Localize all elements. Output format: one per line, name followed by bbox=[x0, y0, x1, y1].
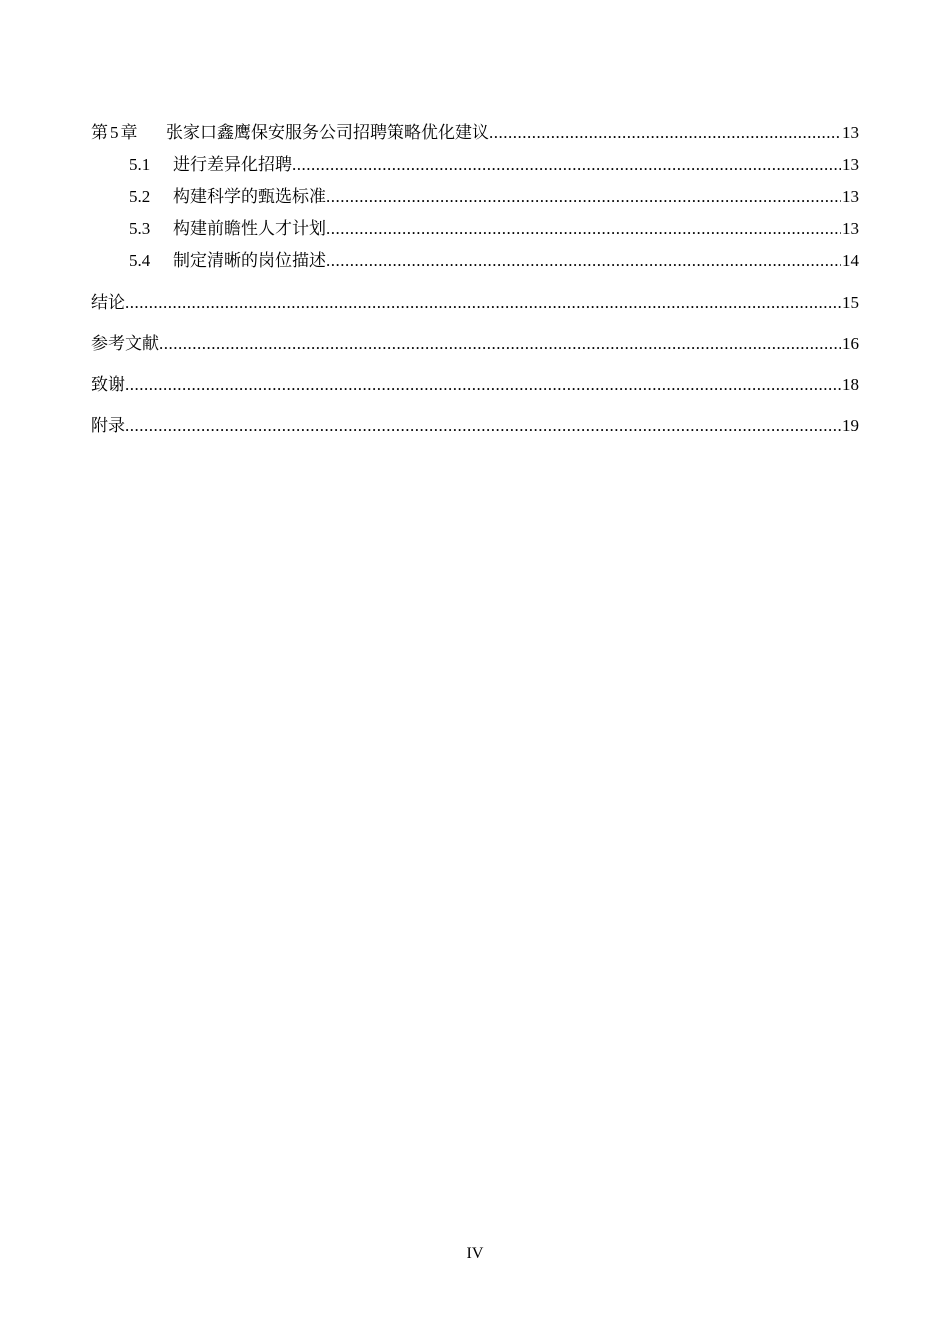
toc-entry-title: 附录 bbox=[91, 416, 125, 436]
toc-page-number: 13 bbox=[842, 187, 859, 206]
toc-entry-appendix[interactable] bbox=[91, 405, 859, 446]
toc-page-number: 14 bbox=[842, 251, 859, 270]
toc-entry-title: 致谢 bbox=[91, 375, 125, 395]
table-of-contents bbox=[91, 117, 859, 446]
dot-leader bbox=[326, 245, 841, 277]
toc-entry-title: 进行差异化招聘 bbox=[173, 155, 292, 175]
section-number: 5.1 bbox=[129, 155, 151, 174]
toc-entry-title: 参考文献 bbox=[91, 334, 159, 354]
dot-leader bbox=[125, 282, 841, 323]
dot-leader bbox=[292, 149, 841, 181]
dot-leader bbox=[125, 405, 841, 446]
toc-page-number: 13 bbox=[842, 155, 859, 174]
section-number: 5.3 bbox=[129, 219, 151, 238]
toc-entry-title: 结论 bbox=[91, 293, 125, 313]
toc-entry-conclusion[interactable] bbox=[91, 282, 859, 323]
dot-leader bbox=[125, 364, 841, 405]
toc-entry-section-5-3[interactable] bbox=[91, 213, 859, 245]
toc-page-number: 18 bbox=[842, 375, 859, 394]
toc-entry-section-5-4[interactable] bbox=[91, 245, 859, 277]
toc-entry-title: 构建前瞻性人才计划 bbox=[173, 219, 326, 239]
dot-leader bbox=[326, 213, 841, 245]
chapter-number bbox=[91, 117, 166, 149]
toc-entry-references[interactable] bbox=[91, 323, 859, 364]
toc-page-number: 19 bbox=[842, 416, 859, 435]
toc-page-number: 13 bbox=[842, 219, 859, 238]
dot-leader bbox=[159, 323, 841, 364]
section-number: 5.2 bbox=[129, 187, 151, 206]
toc-entry-section-5-2[interactable] bbox=[91, 181, 859, 213]
chapter-suffix: 章 bbox=[120, 123, 138, 143]
toc-entry-section-5-1[interactable] bbox=[91, 149, 859, 181]
chapter-prefix: 第 bbox=[91, 123, 108, 143]
dot-leader bbox=[489, 117, 841, 149]
toc-page-number: 16 bbox=[842, 334, 859, 353]
chapter-digit: 5 bbox=[110, 123, 119, 142]
dot-leader bbox=[326, 181, 841, 213]
toc-page-number: 15 bbox=[842, 293, 859, 312]
toc-entry-title: 制定清晰的岗位描述 bbox=[173, 251, 326, 271]
toc-page-number: 13 bbox=[842, 123, 859, 142]
toc-entry-chapter-5[interactable] bbox=[91, 117, 859, 149]
toc-entry-acknowledgements[interactable] bbox=[91, 364, 859, 405]
section-number: 5.4 bbox=[129, 251, 151, 270]
toc-entry-title: 构建科学的甄选标准 bbox=[173, 187, 326, 207]
toc-entry-title: 张家口鑫鹰保安服务公司招聘策略优化建议 bbox=[166, 123, 489, 143]
page-footer-number: IV bbox=[466, 1245, 484, 1262]
